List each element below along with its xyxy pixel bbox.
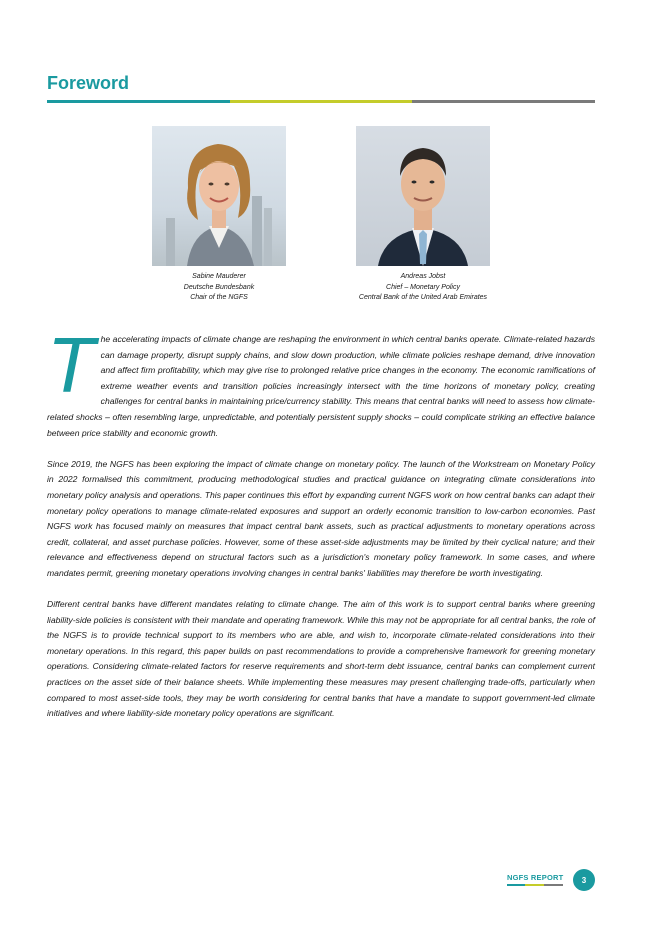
page-title: Foreword	[47, 73, 130, 93]
paragraph-2: Since 2019, the NGFS has been exploring the impact of climate change on monetary policy. The launch of the Workstream on Monetary Policy in 2022 formalised this commitment, producing methodological studies and practical guidance on integrating climate considerations into monetary policy analysis and operations. This paper continues this effort by expanding current NGFS work on how central banks can adapt their monetary policy operations to manage climate-related exposures and support an orderly economic transition to low-carbon economies. Past NGFS work has focused mainly on measures that impact central bank assets, such as practical adjustments to monetary operations across credit, collateral, and asset purchase policies. However, some of these asset-side adjustments may be limited by their cyclical nature; and their relevance and effectiveness depend on structural factors such as a jurisdiction's monetary policy framework. In some cases, and where mandates permit, greening monetary operations involving changes in central banks' liabilities may therefore be worth investigating.	[47, 458, 595, 578]
portrait-name: Andreas Jobst	[400, 273, 446, 280]
portrait-photo-sabine-mauderer	[152, 126, 286, 266]
title-rule-grey	[412, 100, 595, 103]
portrait-role: Chair of the NGFS	[190, 294, 248, 301]
title-rule-lime	[230, 100, 412, 103]
paragraph-1	[47, 321, 595, 441]
drop-cap: T	[47, 321, 95, 409]
foreword-body	[47, 321, 595, 737]
page-number-badge: 3	[573, 869, 595, 891]
paragraph-3: Different central banks have different mandates relating to climate change. The aim of this work is to support central banks where greening liability-side policies is consistent with their mandate and operating framework. While this may not be appropriate for all central banks, the role of the NGFS is to provide technical support to its members who are able, and wish to, incorporate climate-related considerations into their monetary operations. In this regard, this paper builds on past recommendations to provide a comprehensive framework for greening monetary operations. Considering climate-related factors for reserve requirements and short-term debt issuance, central banks can complement current practices on the asset side of their balance sheets. While implementing these measures may present challenging trade-offs, particularly when compared to most asset-side tools, they may be worth considering for central banks that have a mandate to support government-led climate initiatives and where liability-side monetary policy operations are significant.	[47, 599, 595, 719]
title-rule-teal	[47, 100, 230, 103]
footer-rule-lime	[525, 884, 544, 886]
footer-report-label: NGFS REPORT	[507, 873, 564, 882]
paragraph-1-text: he accelerating impacts of climate change are reshaping the environment in which central banks operate. Climate-related hazards can damage property, disrupt supply chains, and slow down production, while climate policies reshape demand, drive innovation and affect firm profitability, which may give rise to prolonged relative price changes in the economy. The economic ramifications of extreme weather events and transition policies increasingly intersect with the time horizons of monetary policy, creating challenges for central banks in maintaining price/currency stability. This means that central banks will need to assess how climate-related shocks – often resembling large, unpredictable, and potentially persistent supply shocks – could complicate striking an effective balance between price stability and economic growth.	[47, 334, 595, 438]
portrait-org: Deutsche Bundesbank	[183, 283, 255, 291]
footer-rule-grey	[544, 884, 563, 886]
portrait-name: Sabine Mauderer	[192, 273, 246, 280]
portrait-caption-1	[129, 272, 309, 304]
portrait-caption-2	[333, 272, 513, 304]
footer-rule-teal	[507, 884, 525, 886]
portrait-org: Chief – Monetary Policy	[386, 283, 460, 291]
portrait-photo-andreas-jobst	[356, 126, 490, 266]
portrait-role: Central Bank of the United Arab Emirates	[358, 294, 488, 301]
